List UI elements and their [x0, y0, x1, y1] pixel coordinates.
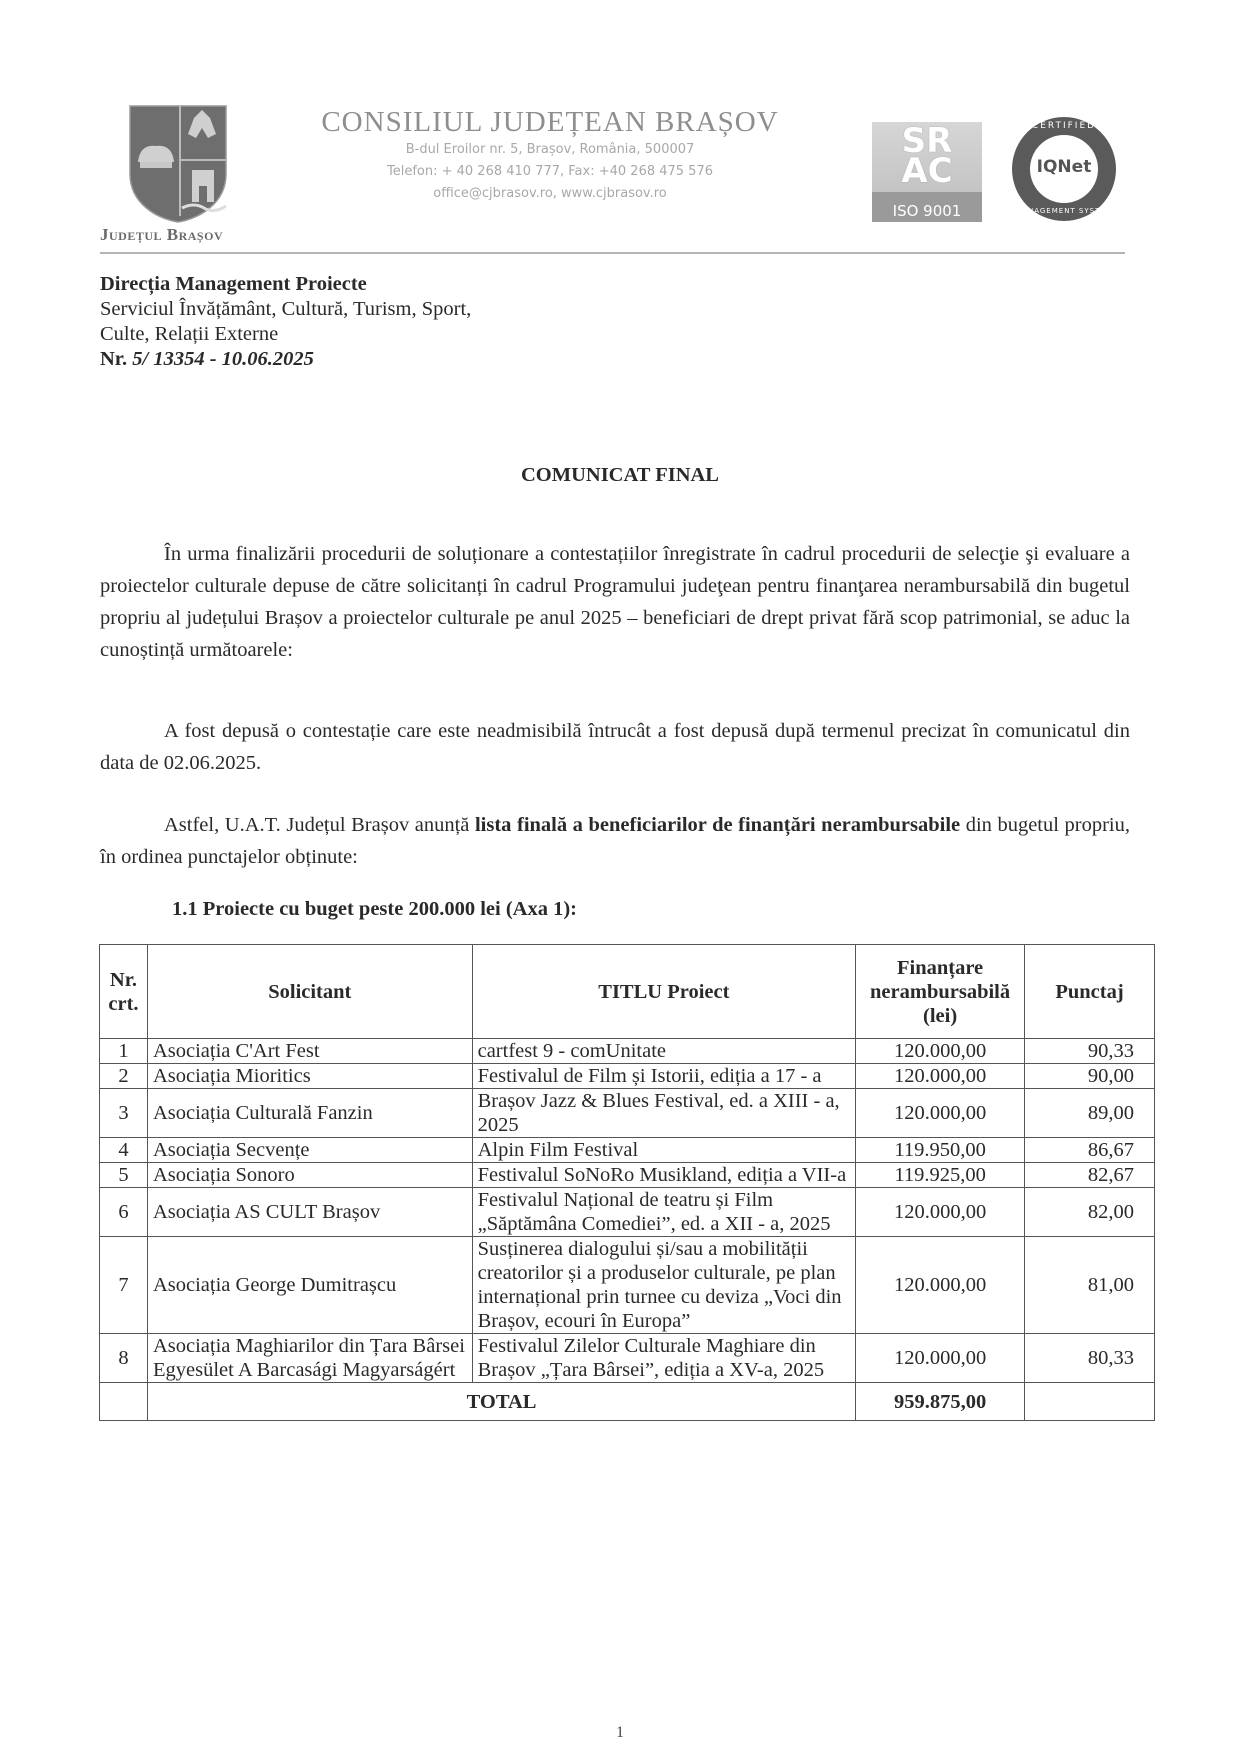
iqnet-ring-bottom: MANAGEMENT SYSTEM: [1015, 207, 1113, 215]
srac-iso-logo: [872, 122, 982, 222]
service-line-2: Culte, Relații Externe: [100, 323, 279, 345]
row-score: 90,00: [1025, 1064, 1155, 1089]
row-score: 90,33: [1025, 1039, 1155, 1064]
council-info: [300, 106, 800, 205]
row-nr: 7: [100, 1237, 148, 1334]
coat-of-arms-icon: [128, 104, 228, 224]
table-row: [100, 1064, 1155, 1089]
table-row: [100, 1163, 1155, 1188]
row-title: cartfest 9 - comUnitate: [472, 1039, 856, 1064]
iqnet-ring-top: CERTIFIED: [1031, 121, 1097, 131]
row-solicitant: Asociația Mioritics: [147, 1064, 472, 1089]
row-funding: 120.000,00: [856, 1334, 1025, 1383]
department-name: Direcția Management Proiecte: [100, 273, 367, 295]
council-contact: office@cjbrasov.ro, www.cjbrasov.ro: [433, 186, 667, 201]
row-funding: 119.950,00: [856, 1138, 1025, 1163]
council-address: B-dul Eroilor nr. 5, Brașov, România, 500007: [405, 142, 695, 157]
row-solicitant: Asociația AS CULT Brașov: [147, 1188, 472, 1237]
department-block: [100, 272, 471, 372]
row-score: 86,67: [1025, 1138, 1155, 1163]
header-funding: Finanțare nerambursabilă (lei): [856, 945, 1025, 1039]
row-score: 81,00: [1025, 1237, 1155, 1334]
srac-logo-iso: ISO 9001: [892, 202, 962, 220]
row-score: 82,67: [1025, 1163, 1155, 1188]
document-title: COMUNICAT FINAL: [521, 464, 719, 486]
row-score: 82,00: [1025, 1188, 1155, 1237]
row-nr: 5: [100, 1163, 148, 1188]
row-nr: 3: [100, 1089, 148, 1138]
registration-value: 5/ 13354 - 10.06.2025: [132, 348, 314, 370]
letterhead: [0, 0, 1240, 260]
county-label: Județul Brașov: [100, 225, 224, 244]
row-title: Festivalul Zilelor Culturale Maghiare din Brașov „Țara Bârsei”, ediția a XV-a, 2025: [472, 1334, 856, 1383]
row-nr: 1: [100, 1039, 148, 1064]
row-solicitant: Asociația Culturală Fanzin: [147, 1089, 472, 1138]
section-title: 1.1 Proiecte cu buget peste 200.000 lei (Axa 1):: [172, 898, 577, 920]
row-score: 80,33: [1025, 1334, 1155, 1383]
row-funding: 120.000,00: [856, 1188, 1025, 1237]
service-line-1: Serviciul Învățământ, Cultură, Turism, Sport,: [100, 298, 472, 320]
header-solicitant: Solicitant: [147, 945, 472, 1039]
total-value: 959.875,00: [856, 1383, 1025, 1421]
row-solicitant: Asociația Maghiarilor din Țara Bârsei Egyesület A Barcasági Magyarságért: [147, 1334, 472, 1383]
header-divider: [100, 252, 1125, 254]
paragraph-intro: În urma finalizării procedurii de soluționare a contestațiilor înregistrate în cadrul procedurii de selecţie şi evaluare a proiectelor culturale depuse de către solicitanți în cadrul Programului judeţean pentru finanţarea nerambursabilă din bugetul propriu al județului Brașov a proiectelor culturale pe anul 2025 – beneficiari de drept privat fără scop patrimonial, se aduc la cunoștință următoarele:: [100, 543, 1130, 661]
iqnet-certified-logo: [1012, 117, 1116, 221]
row-title: Festivalul Național de teatru și Film „Săptămâna Comediei”, ed. a XII - a, 2025: [472, 1188, 856, 1237]
row-funding: 120.000,00: [856, 1089, 1025, 1138]
row-funding: 120.000,00: [856, 1064, 1025, 1089]
row-solicitant: Asociația C'Art Fest: [147, 1039, 472, 1064]
council-phone-fax: Telefon: + 40 268 410 777, Fax: +40 268 475 576: [386, 164, 713, 179]
total-label: TOTAL: [147, 1383, 855, 1421]
registration-number: Nr. 5/ 13354 - 10.06.2025: [100, 348, 314, 370]
row-score: 89,00: [1025, 1089, 1155, 1138]
row-title: Festivalul de Film și Istorii, ediția a 17 - a: [472, 1064, 856, 1089]
row-funding: 119.925,00: [856, 1163, 1025, 1188]
table-row: [100, 1237, 1155, 1334]
table-row: [100, 1334, 1155, 1383]
row-title: Susținerea dialogului și/sau a mobilității creatorilor și a produselor culturale, pe plan internațional prin turnee cu deviza „Voci din Brașov, ecouri în Europa”: [472, 1237, 856, 1334]
row-nr: 8: [100, 1334, 148, 1383]
row-funding: 120.000,00: [856, 1039, 1025, 1064]
table-row: [100, 1138, 1155, 1163]
paragraph-appeal: A fost depusă o contestație care este neadmisibilă întrucât a fost depusă după termenul precizat în comunicatul din data de 02.06.2025.: [100, 720, 1130, 774]
row-nr: 4: [100, 1138, 148, 1163]
row-nr: 2: [100, 1064, 148, 1089]
iqnet-center: IQNet: [1036, 157, 1092, 177]
table-header-row: [100, 945, 1155, 1039]
beneficiaries-table: [99, 944, 1155, 1421]
paragraph-announcement: Astfel, U.A.T. Județul Brașov anunță lista finală a beneficiarilor de finanțări nerambursabile din bugetul propriu, în ordinea punctajelor obținute:: [100, 814, 1130, 868]
table-row: [100, 1039, 1155, 1064]
row-nr: 6: [100, 1188, 148, 1237]
row-title: Festivalul SoNoRo Musikland, ediția a VII-a: [472, 1163, 856, 1188]
row-title: Alpin Film Festival: [472, 1138, 856, 1163]
table-row: [100, 1188, 1155, 1237]
table-row: [100, 1089, 1155, 1138]
council-name: CONSILIUL JUDEȚEAN BRAȘOV: [321, 106, 779, 138]
row-title: Brașov Jazz & Blues Festival, ed. a XIII - a, 2025: [472, 1089, 856, 1138]
header-title: TITLU Proiect: [472, 945, 856, 1039]
page-number: 1: [616, 1724, 624, 1741]
header-score: Punctaj: [1025, 945, 1155, 1039]
row-funding: 120.000,00: [856, 1237, 1025, 1334]
row-solicitant: Asociația Sonoro: [147, 1163, 472, 1188]
header-nr: Nr. crt.: [100, 945, 148, 1039]
row-solicitant: Asociația George Dumitrașcu: [147, 1237, 472, 1334]
srac-logo-text: SR AC: [901, 121, 953, 191]
row-solicitant: Asociația Secvențe: [147, 1138, 472, 1163]
table-total-row: [100, 1383, 1155, 1421]
